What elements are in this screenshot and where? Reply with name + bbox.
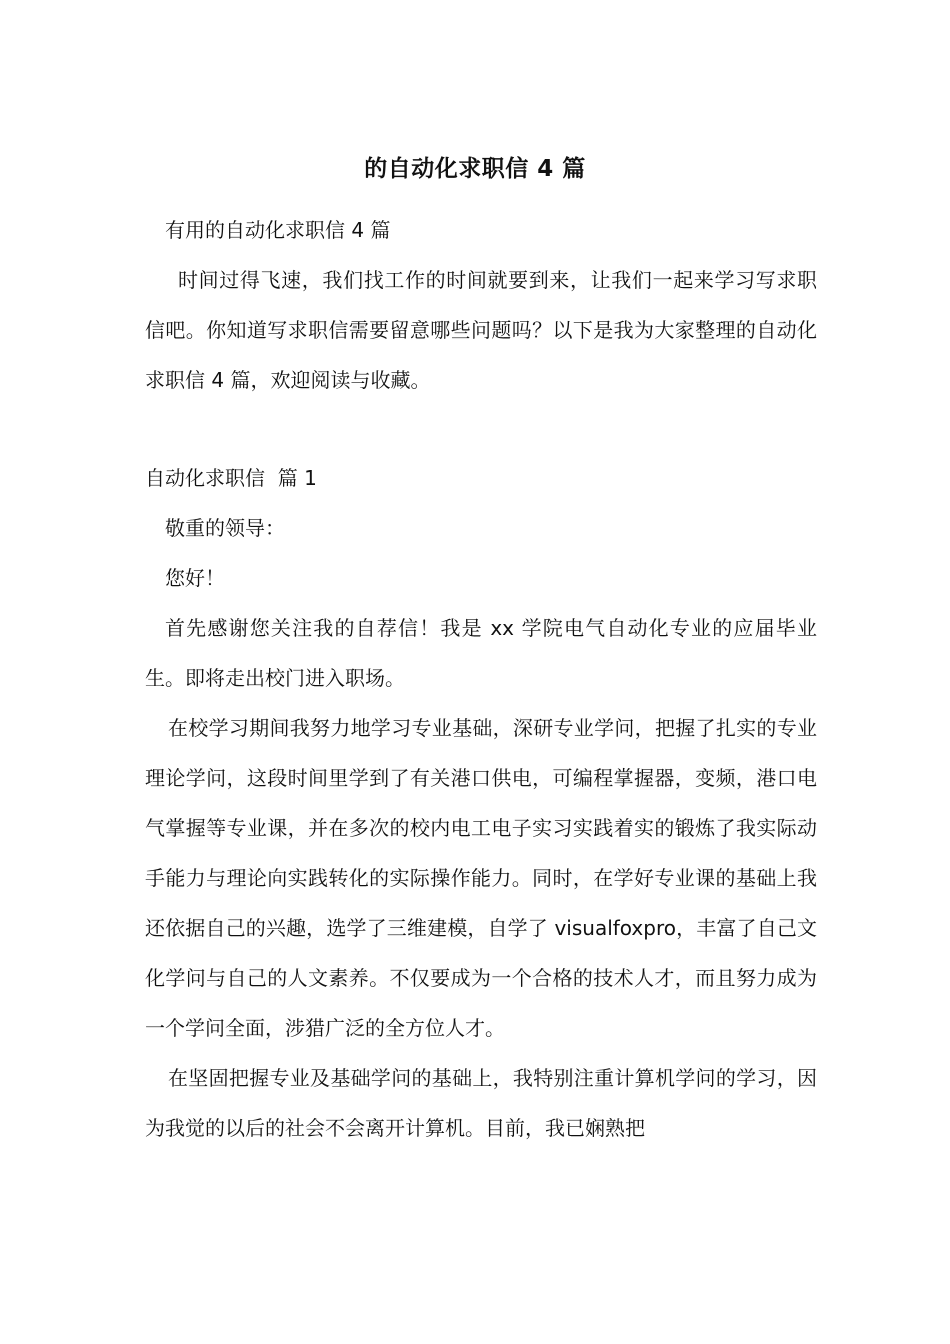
document-body <box>145 205 817 1153</box>
salutation: 敬重的领导： <box>165 516 285 540</box>
document-title: 的自动化求职信 4 篇 <box>364 156 586 182</box>
intro-paragraph: 时间过得飞速，我们找工作的时间就要到来，让我们一起来学习写求职信吧。你知道写求职信需要留意哪些问题吗？以下是我为大家整理的自动化求职信 4 篇，欢迎阅读与收藏。 <box>145 268 817 392</box>
body-paragraph-2: 在校学习期间我努力地学习专业基础，深研专业学问，把握了扎实的专业理论学问，这段时间里学到了有关港口供电，可编程掌握器，变频，港口电气掌握等专业课，并在多次的校内电工电子实习实践着实的锻炼了我实际动手能力与理论向实践转化的实际操作能力。同时，在学好专业课的基础上我还依据自己的兴趣，选学了三维建模，自学了 visualfoxpro，丰富了自己文化学问与自己的人文素养。不仅要成为一个合格的技术人才，而且努力成为一个学问全面，涉猎广泛的全方位人才。 <box>145 716 817 1040</box>
body-paragraph-3: 在坚固把握专业及基础学问的基础上，我特别注重计算机学问的学习，因为我觉的以后的社会不会离开计算机。目前，我已娴熟把 <box>145 1066 817 1140</box>
document-subtitle: 有用的自动化求职信 4 篇 <box>165 218 391 242</box>
greeting: 您好！ <box>165 566 225 590</box>
paragraph-spacer <box>145 405 817 453</box>
section-heading: 自动化求职信 篇 1 <box>145 466 317 490</box>
body-paragraph-1: 首先感谢您关注我的自荐信！我是 xx 学院电气自动化专业的应届毕业生。即将走出校门进入职场。 <box>145 616 817 690</box>
